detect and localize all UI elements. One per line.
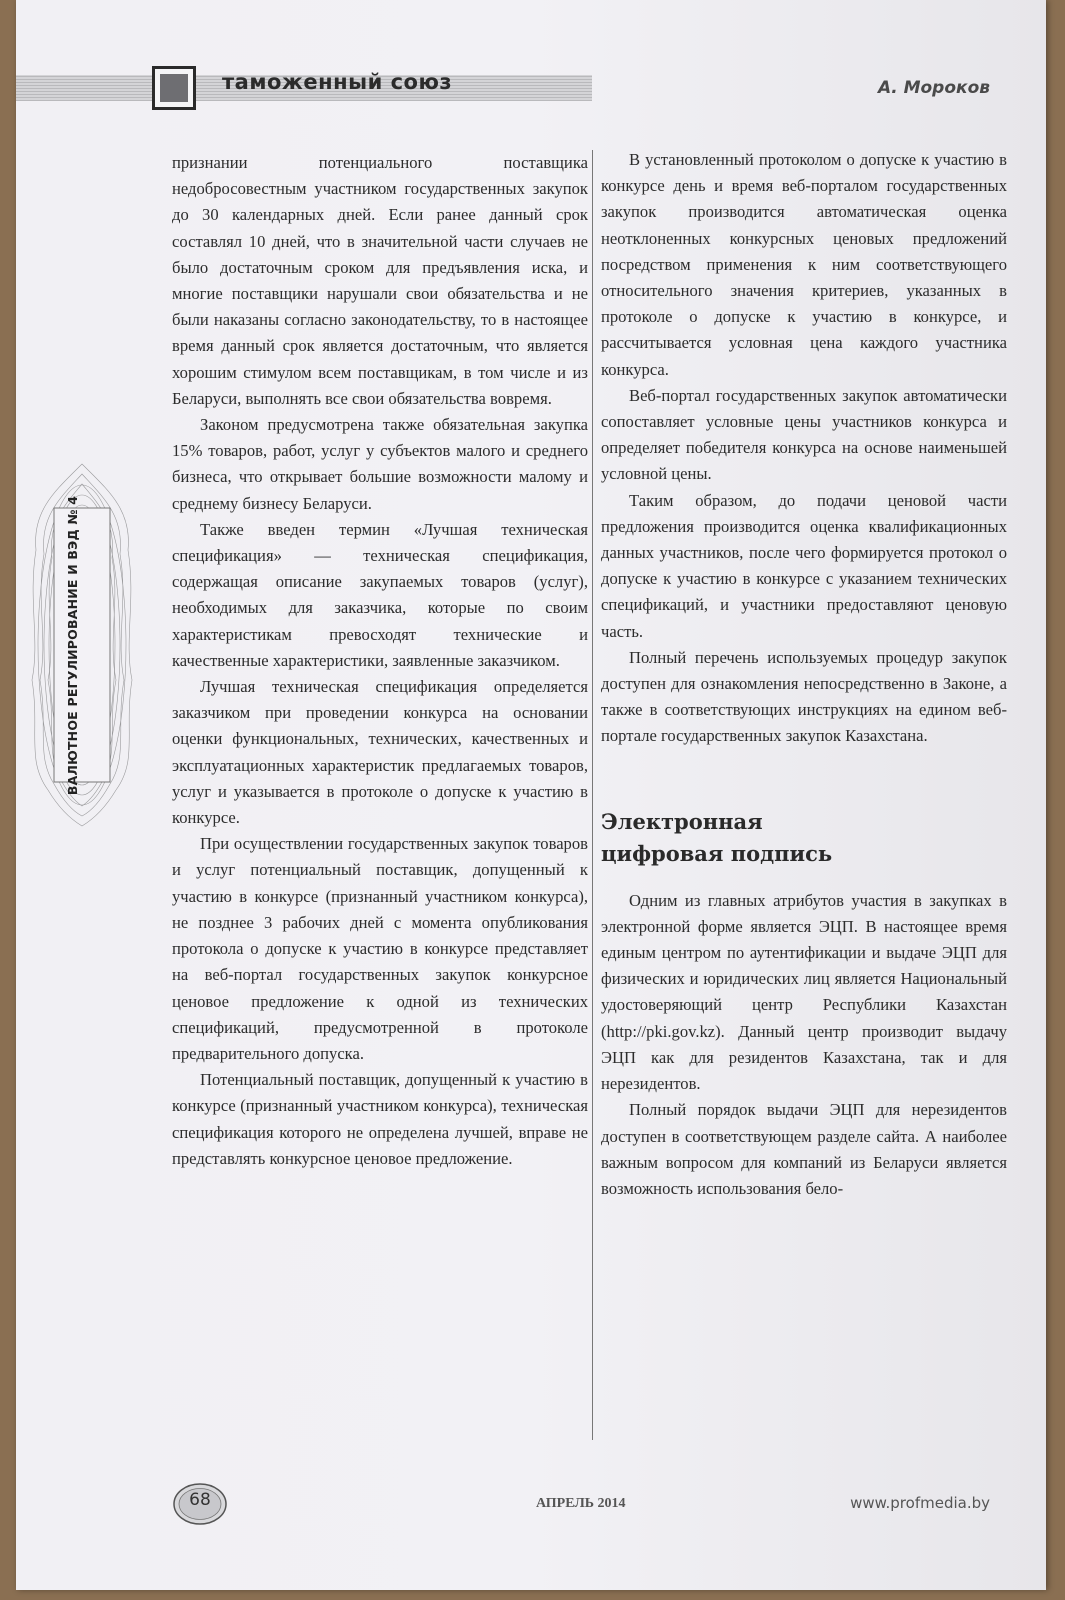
author-name: А. Мороков	[878, 78, 990, 98]
paragraph: Полный перечень используемых процедур закупок доступен для ознакомления непосредственно в Законе, а также в соответствующих инструкциях на едином веб-портале государственных закупок Казахстана.	[601, 647, 1007, 746]
left-column	[172, 150, 588, 1172]
paragraph: признании потенциального поставщика недобросовестным участником государственных закупок до 30 календарных дней. Если ранее данный срок составлял 10 дней, что в значительной части случаев не было достаточным сроком для предъявления иска, и многие поставщики нарушали свои обязательства и не были наказаны согласно законодательству, то в настоящее время данный срок является достаточным, что является хорошим стимулом всем поставщикам, в том числе и из Беларуси, выполнять все свои обязательства вовремя.	[172, 153, 588, 408]
paragraph: Полный порядок выдачи ЭЦП для нерезидентов доступен в соответствующем разделе сайта. А наиболее важным вопросом для компаний из Беларуси является возможность использования бело-	[601, 1100, 1007, 1198]
side-vertical-label: ВАЛЮТНОЕ РЕГУЛИРОВАНИЕ И ВЭД № 4	[65, 495, 81, 795]
magazine-page	[16, 0, 1046, 1590]
paragraph: Потенциальный поставщик, допущенный к участию в конкурсе (признанный участником конкурса), техническая спецификация которого не определена лучшей, вправе не представлять конкурсное ценовое предложение.	[172, 1070, 588, 1168]
header-square-icon	[152, 66, 196, 110]
issue-date: АПРЕЛЬ 2014	[536, 1496, 626, 1511]
website-url: www.profmedia.by	[850, 1494, 990, 1512]
paragraph: Одним из главных атрибутов участия в закупках в электронной форме является ЭЦП. В настоящее время единым центром по аутентификации и выдаче ЭЦП для физических и юридических лиц является Национальный удостоверяющий центр Республики Казахстан (http://pki.gov.kz). Данный центр производит выдачу ЭЦП как для резидентов Казахстана, так и для нерезидентов.	[601, 890, 1007, 1094]
paragraph: Веб-портал государственных закупок автоматически сопоставляет условные цены участников конкурса и определяет победителя конкурса на основе наименьшей условной цены.	[601, 385, 1007, 484]
page-number: 68	[189, 1490, 211, 1510]
column-divider	[592, 150, 593, 1440]
right-column	[601, 147, 1007, 1202]
paragraph: Законом предусмотрена также обязательная закупка 15% товаров, работ, услуг у субъектов малого и среднего бизнеса, что открывает большие возможности малому и среднему бизнесу Беларуси.	[172, 415, 588, 513]
paragraph: Таким образом, до подачи ценовой части предложения производится оценка квалификационных данных участников, после чего формируется протокол о допуске к участию в конкурсе с указанием технических спецификаций, и участники предоставляют ценовую часть.	[601, 490, 1007, 641]
paragraph: В установленный протоколом о допуске к участию в конкурсе день и время веб-порталом государственных закупок производится автоматическая оценка неотклоненных конкурсных ценовых предложений посредством применения к ним соответствующего относительного значения критериев, указанных в протоколе о допуске к участию в конкурсе, и рассчитывается условная цена каждого участника конкурса.	[601, 150, 1007, 379]
paragraph: Лучшая техническая спецификация определяется заказчиком при проведении конкурса на основании оценки функциональных, технических, качественных и эксплуатационных характеристик предлагаемых товаров, услуг и указывается в протоколе о допуске к участию в конкурсе.	[172, 677, 588, 828]
paragraph: Также введен термин «Лучшая техническая спецификация» — техническая спецификация, содержащая описание закупаемых товаров (услуг), необходимых для заказчика, которые по своим характеристикам превосходят технические и качественные характеристики, заявленные заказчиком.	[172, 519, 588, 670]
subheading: Электронная цифровая подпись	[601, 808, 833, 866]
section-title: таможенный союз	[222, 70, 453, 94]
paragraph: При осуществлении государственных закупок товаров и услуг потенциальный поставщик, допущенный к участию в конкурсе (признанный участником конкурса), не позднее 3 рабочих дней с момента опубликования протокола о допуске к участию в конкурсе представляет на веб-портал государственных закупок конкурсное ценовое предложение к одной из технических спецификаций, предусмотренной в протоколе предварительного допуска.	[172, 834, 588, 1063]
